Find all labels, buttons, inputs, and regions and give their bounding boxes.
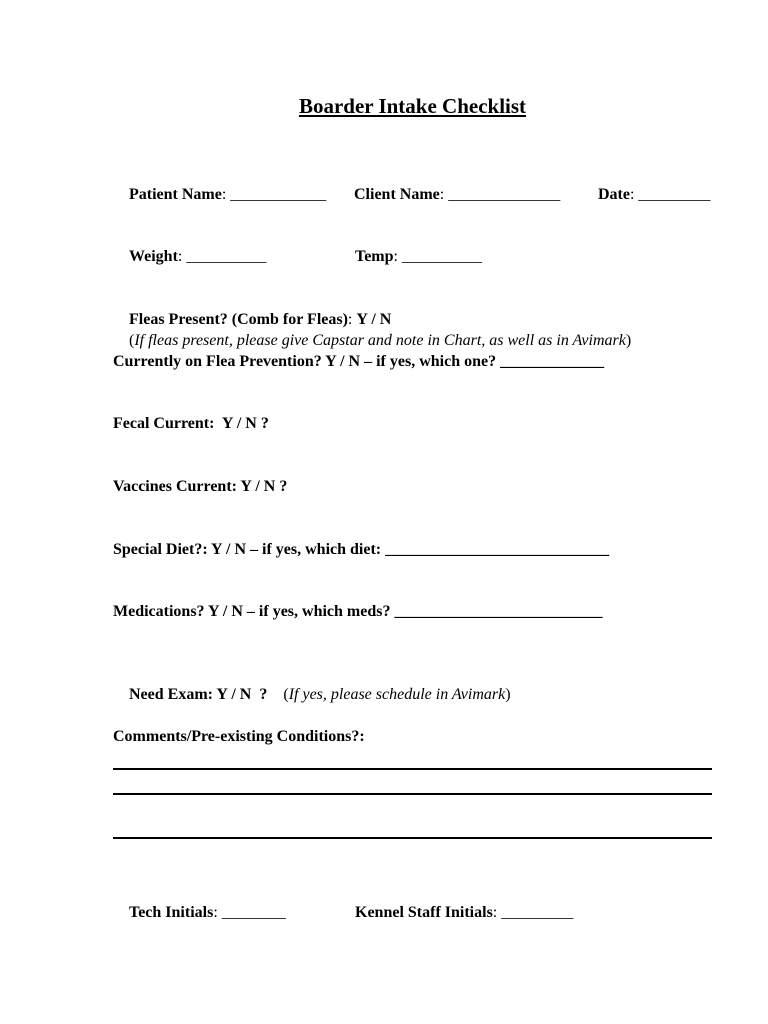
weight-field xyxy=(113,227,266,287)
fleas-yes-no: Y / N xyxy=(356,311,392,328)
fleas-note-open-paren: ( xyxy=(129,332,135,349)
need-exam-label: Need Exam: Y / N ? xyxy=(129,686,268,703)
comments-label: Comments/Pre-existing Conditions?: xyxy=(113,728,365,745)
vaccines-current-question: Vaccines Current: Y / N ? xyxy=(113,478,288,495)
special-diet-question: Special Diet?: Y / N – if yes, which diet: ____________________________ xyxy=(113,541,610,558)
exam-note-text: If yes, please schedule in Avimark xyxy=(288,686,506,703)
temp-field xyxy=(339,227,482,287)
kennel-staff-initials-blank: : _________ xyxy=(492,904,574,921)
medications-question: Medications? Y / N – if yes, which meds? __________________________ xyxy=(113,603,603,620)
kennel-staff-initials-field xyxy=(339,883,573,943)
need-exam-question xyxy=(113,665,511,725)
date-field xyxy=(582,165,710,225)
tech-initials-blank: : ________ xyxy=(213,904,286,921)
fleas-colon: : xyxy=(347,311,357,328)
patient-name-blank: : ____________ xyxy=(221,186,327,203)
patient-name-field xyxy=(113,165,326,225)
client-name-label: Client Name xyxy=(354,186,440,203)
fleas-note-close-paren: ) xyxy=(625,332,632,349)
comments-line-2 xyxy=(113,793,712,795)
temp-label: Temp xyxy=(355,248,394,265)
comments-line-1 xyxy=(113,768,712,770)
exam-note-close-paren: ) xyxy=(505,686,511,703)
flea-prevention-question: Currently on Flea Prevention? Y / N – if yes, which one? _____________ xyxy=(113,353,605,370)
patient-name-label: Patient Name xyxy=(129,186,222,203)
client-name-field xyxy=(338,165,560,225)
weight-label: Weight xyxy=(129,248,178,265)
fleas-note-text: If fleas present, please give Capstar and note in Chart, as well as in Avimark xyxy=(134,332,626,349)
date-blank: : _________ xyxy=(629,186,711,203)
client-name-blank: : ______________ xyxy=(439,186,561,203)
weight-blank: : __________ xyxy=(177,248,267,265)
exam-note-open-paren: ( xyxy=(283,686,289,703)
fleas-present-label: Fleas Present? (Comb for Fleas) xyxy=(129,311,348,328)
tech-initials-label: Tech Initials xyxy=(129,904,214,921)
date-label: Date xyxy=(598,186,630,203)
document-title: Boarder Intake Checklist xyxy=(298,94,527,118)
fecal-current-question: Fecal Current: Y / N ? xyxy=(113,415,269,432)
kennel-staff-initials-label: Kennel Staff Initials xyxy=(355,904,493,921)
temp-blank: : __________ xyxy=(393,248,482,265)
tech-initials-field xyxy=(113,883,286,943)
comments-line-3 xyxy=(113,837,712,839)
